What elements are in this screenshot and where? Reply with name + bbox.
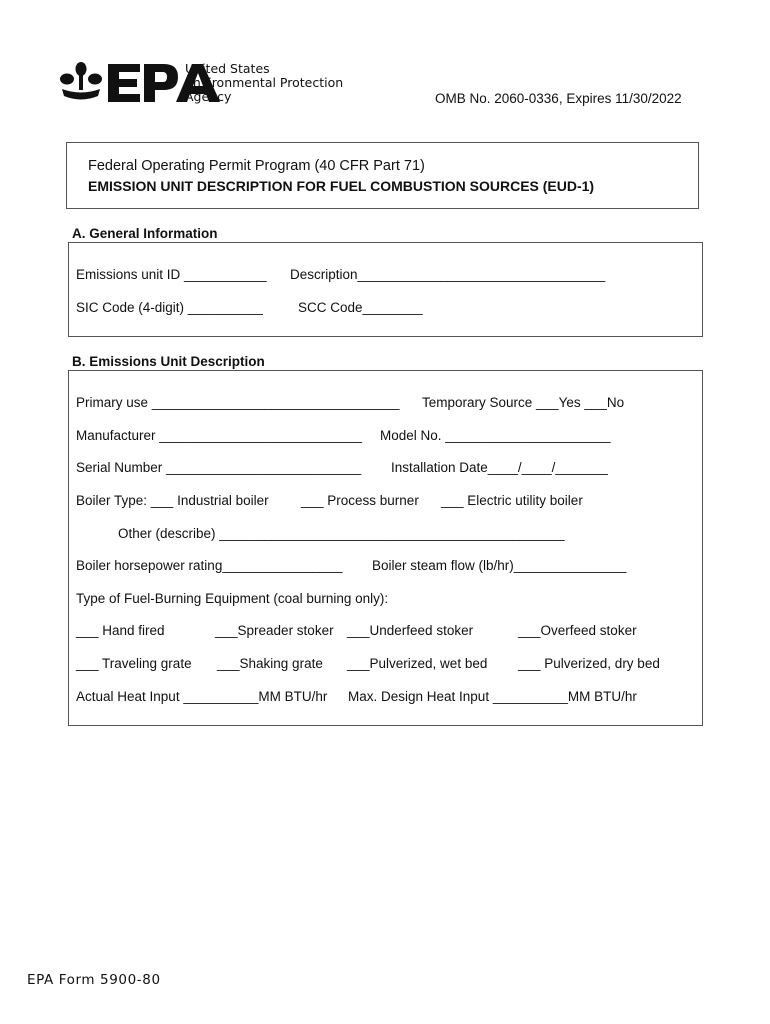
form-program-title: Federal Operating Permit Program (40 CFR Part 71) bbox=[88, 158, 425, 174]
emissions-unit-id-field[interactable]: Emissions unit ID ___________ bbox=[76, 267, 267, 282]
serial-number-field[interactable]: Serial Number __________________________ bbox=[76, 460, 362, 475]
boiler-type-process-burner[interactable]: ___ Process burner bbox=[301, 493, 419, 508]
installation-date-field[interactable]: Installation Date____/____/_______ bbox=[391, 460, 608, 475]
boiler-type-industrial[interactable]: Boiler Type: ___ Industrial boiler bbox=[76, 493, 269, 508]
boiler-steam-flow-field[interactable]: Boiler steam flow (lb/hr)_______________ bbox=[372, 558, 627, 573]
omb-number: OMB No. 2060-0336, Expires 11/30/2022 bbox=[435, 91, 682, 106]
overfeed-stoker-option[interactable]: ___Overfeed stoker bbox=[518, 623, 637, 638]
hand-fired-option[interactable]: ___ Hand fired bbox=[76, 623, 165, 638]
epa-flower-icon bbox=[58, 60, 104, 106]
pulverized-dry-bed-option[interactable]: ___ Pulverized, dry bed bbox=[518, 656, 660, 671]
spreader-stoker-option[interactable]: ___Spreader stoker bbox=[215, 623, 334, 638]
traveling-grate-option[interactable]: ___ Traveling grate bbox=[76, 656, 192, 671]
shaking-grate-option[interactable]: ___Shaking grate bbox=[217, 656, 323, 671]
max-design-heat-input-field[interactable]: Max. Design Heat Input __________MM BTU/hr bbox=[348, 689, 637, 704]
section-a-box bbox=[68, 242, 703, 337]
agency-line-1: United States bbox=[185, 61, 270, 76]
boiler-horsepower-field[interactable]: Boiler horsepower rating________________ bbox=[76, 558, 343, 573]
pulverized-wet-bed-option[interactable]: ___Pulverized, wet bed bbox=[347, 656, 488, 671]
temporary-source-field[interactable]: Temporary Source ___Yes ___No bbox=[422, 395, 625, 410]
primary-use-field[interactable]: Primary use _________________________________ bbox=[76, 395, 400, 410]
sic-code-field[interactable]: SIC Code (4-digit) __________ bbox=[76, 300, 263, 315]
fuel-equipment-heading: Type of Fuel-Burning Equipment (coal burning only): bbox=[76, 591, 389, 606]
other-describe-field[interactable]: Other (describe) ______________________________________________ bbox=[118, 526, 565, 541]
title-box bbox=[66, 142, 699, 209]
form-number: EPA Form 5900-80 bbox=[27, 972, 161, 988]
section-a-heading: A. General Information bbox=[72, 226, 218, 241]
agency-line-3: Agency bbox=[185, 89, 232, 104]
model-no-field[interactable]: Model No. ______________________ bbox=[380, 428, 611, 443]
section-b-box bbox=[68, 370, 703, 726]
form-title: EMISSION UNIT DESCRIPTION FOR FUEL COMBUSTION SOURCES (EUD-1) bbox=[88, 178, 595, 194]
boiler-type-electric-utility[interactable]: ___ Electric utility boiler bbox=[441, 493, 583, 508]
scc-code-field[interactable]: SCC Code________ bbox=[298, 300, 423, 315]
manufacturer-field[interactable]: Manufacturer ___________________________ bbox=[76, 428, 363, 443]
epa-logo bbox=[58, 60, 348, 106]
description-field[interactable]: Description_________________________________ bbox=[290, 267, 606, 282]
agency-line-2: Environmental Protection bbox=[185, 75, 344, 90]
section-b-heading: B. Emissions Unit Description bbox=[72, 354, 265, 369]
underfeed-stoker-option[interactable]: ___Underfeed stoker bbox=[347, 623, 474, 638]
actual-heat-input-field[interactable]: Actual Heat Input __________MM BTU/hr bbox=[76, 689, 328, 704]
